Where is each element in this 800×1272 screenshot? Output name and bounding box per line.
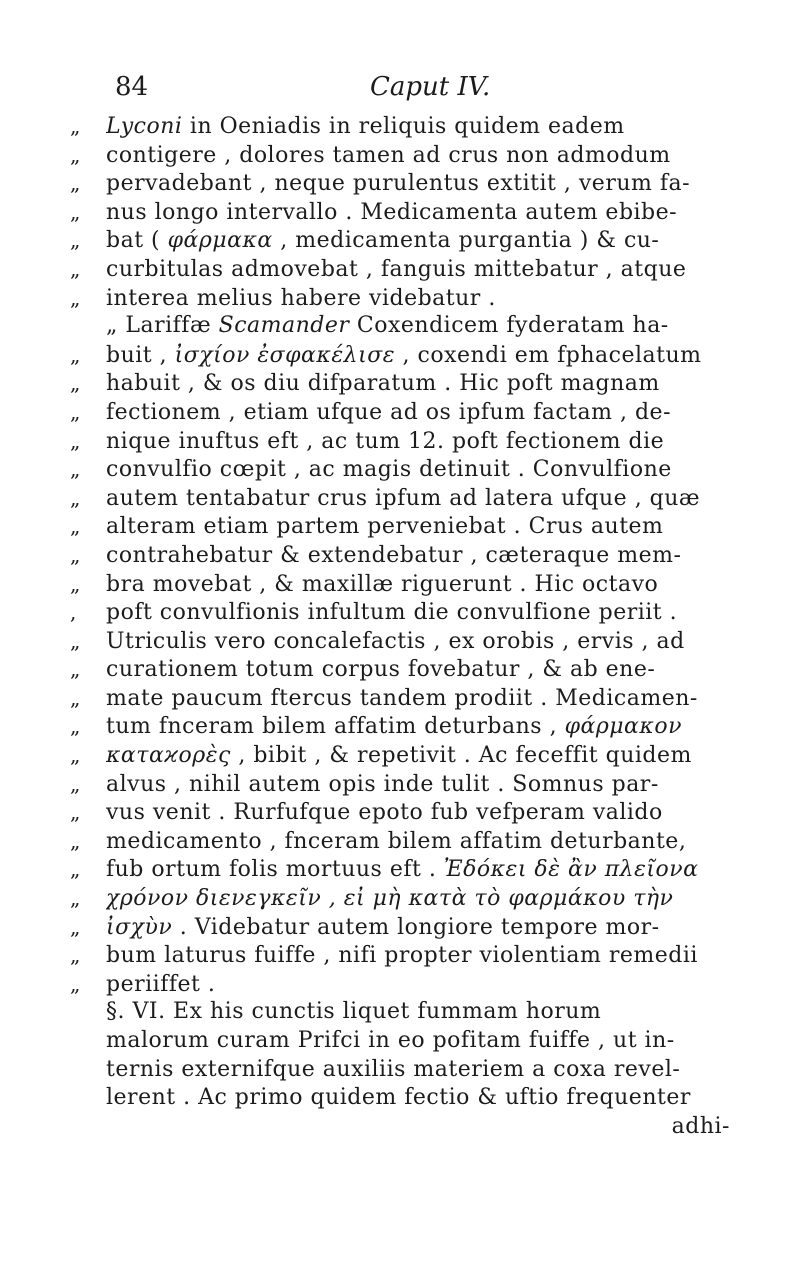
personal-name: Scamander [218,313,350,339]
page-number: 84 [115,72,149,102]
line-text [106,485,750,514]
text-segment: bat ( [106,228,168,254]
text-segment: habuit , & os diu difparatum . Hic poft magnam [106,371,660,397]
text-line [70,484,750,513]
text-line [70,627,750,656]
text-segment: ternis externifque auxiliis materiem a coxa revel- [106,1056,681,1082]
quote-mark: „ [70,628,81,653]
text-segment: buit , [106,342,175,368]
text-segment: . Videbatur autem longiore tempore mor- [172,914,660,940]
greek-term: φάρμακον [564,714,682,740]
quote-mark: „ [70,571,81,596]
line-text [106,998,750,1027]
quote-mark: „ [70,457,81,482]
text-segment: bra movebat , & maxillæ riguerunt . Hic octavo [106,571,659,597]
quote-mark: „ [70,114,81,138]
text-line [70,913,750,942]
quote-mark: „ [70,285,81,310]
text-line [70,226,750,255]
text-line [70,169,750,198]
text-line [70,998,750,1027]
quote-mark: „ [70,342,81,367]
text-line [70,570,750,599]
text-line [70,741,750,770]
line-text [106,399,750,428]
quote-mark: „ [70,256,81,281]
text-line [70,1056,750,1085]
text-segment: interea melius habere videbatur . [106,285,496,311]
text-line [70,369,750,398]
running-head: Caput IV. [370,72,491,102]
quote-mark: „ [70,514,81,539]
text-line [70,112,750,141]
quote-mark: „ [70,685,81,710]
text-segment: lerent . Ac primo quidem fectio & uftio frequenter [106,1085,691,1111]
text-segment: poft convulfionis infultum die convulfione periit . [106,600,678,626]
text-segment: nus longo intervallo . Medicamenta autem ebibe- [106,199,678,225]
line-text [106,456,750,485]
text-line [70,398,750,427]
quote-mark: „ [70,199,81,224]
line-text [106,656,750,685]
line-text [106,771,750,800]
text-line [70,1027,750,1056]
line-text [106,599,750,628]
text-segment: nique inuftus eft , ac tum 12. poft fectionem die [106,428,665,454]
line-text [106,685,750,714]
text-segment: fub ortum folis mortuus eft . [106,857,444,883]
quote-mark: „ [70,943,81,968]
text-segment: tum fnceram bilem affatim deturbans , [106,714,565,740]
line-text [106,285,750,314]
line-text [106,227,750,256]
quote-mark: „ [70,914,81,939]
text-segment: „ Lariffæ [106,313,219,339]
line-text [106,142,750,171]
text-line [70,798,750,827]
text-line [70,884,750,913]
text-line [70,141,750,170]
line-text [106,542,750,571]
line-text [106,914,750,943]
quote-mark: , [70,600,77,625]
greek-term: Ἐδόκει δὲ ἂν πλεῖονα [443,857,699,883]
text-segment: pervadebant , neque purulentus extitit , verum fa- [106,171,691,197]
line-text [106,370,750,399]
catchword [70,1113,750,1142]
text-segment: autem tentabatur crus ipfum ad latera ufque , quæ [106,485,701,511]
text-line [70,198,750,227]
text-segment: Utriculis vero concalefactis , ex orobis , ervis , ad [106,628,685,654]
quote-mark: „ [70,142,81,167]
text-line [70,941,750,970]
line-text [106,799,750,828]
text-segment: vus venit . Rurfufque epoto fub vefperam valido [106,800,663,826]
text-segment: contigere , dolores tamen ad crus non admodum [106,142,671,168]
text-segment: alvus , nihil autem opis inde tulit . Somnus par- [106,771,659,797]
text-line [70,427,750,456]
line-text [106,971,750,1000]
line-text [106,312,750,341]
line-text [106,1084,750,1113]
greek-term: καταϰορὲς [106,743,231,769]
quote-mark: „ [70,828,81,853]
text-line [70,655,750,684]
line-text [106,1027,750,1056]
line-text [106,1056,750,1085]
text-line [70,541,750,570]
text-segment: curbitulas admovebat , fanguis mittebatur , atque [106,256,687,282]
text-line [70,855,750,884]
text-line [70,827,750,856]
greek-term: ἰσχὺν [106,914,173,940]
text-line [70,1084,750,1113]
quote-mark: „ [70,171,81,196]
text-segment: medicamento , fnceram bilem affatim deturbante, [106,828,687,854]
quote-mark: „ [70,485,81,510]
text-segment: mate paucum ftercus tandem prodiit . Medicamen- [106,685,698,711]
quote-mark: „ [70,857,81,882]
quote-mark: „ [70,399,81,424]
quote-mark: „ [70,657,81,682]
text-segment: alteram etiam partem perveniebat . Crus autem [106,514,664,540]
body-text [70,112,750,1141]
line-text [106,428,750,457]
line-text [106,199,750,228]
quote-mark: „ [70,371,81,396]
quote-mark: „ [70,771,81,796]
line-text [106,256,750,285]
text-segment: in Oeniadis in reliquis quidem eadem [182,114,625,139]
greek-term: χρόνον διενεγκεῖν , εἰ μὴ κατὰ τὸ φαρμάκου τὴν [106,886,674,912]
line-text [106,713,750,742]
text-line [70,312,750,341]
text-segment: contrahebatur & extendebatur , cæteraque mem- [106,542,682,568]
quote-mark: „ [70,800,81,825]
text-line [70,255,750,284]
line-text [106,885,750,914]
text-line [70,770,750,799]
quote-mark: „ [70,228,81,253]
line-text [106,856,750,885]
text-line [70,341,750,370]
quote-mark: „ [70,971,81,996]
personal-name: Lyconi [106,114,183,139]
quote-mark: „ [70,542,81,567]
line-text [106,342,750,371]
text-segment: fectionem , etiam ufque ad os ipfum factam , de- [106,399,671,425]
greek-term: ἰσχίον ἐσφακέλισε [174,342,396,368]
line-text [106,828,750,857]
text-line [70,684,750,713]
quote-mark: „ [70,714,81,739]
quote-mark: „ [70,886,81,911]
text-line [70,455,750,484]
text-segment: , medicamenta purgantia ) & cu- [272,228,660,254]
text-line [70,512,750,541]
catchword-text: adhi- [671,1113,730,1139]
greek-term: φάρμακα [167,228,273,254]
line-text [106,571,750,600]
text-segment: convulfio cœpit , ac magis detinuit . Convulfione [106,457,672,483]
text-segment: bum laturus fuiffe , nifi propter violentiam remedii [106,943,698,969]
page-header [115,72,735,112]
quote-mark: „ [70,743,81,768]
text-segment: periiffet . [106,971,216,997]
line-text [106,513,750,542]
line-text [106,170,750,199]
text-segment: malorum curam Prifci in eo pofitam fuiffe , ut in- [106,1028,675,1053]
line-text [106,113,750,142]
text-line [70,970,750,999]
text-segment: , bibit , & repetivit . Ac feceffit quidem [230,743,692,769]
line-text [106,742,750,771]
text-segment: , coxendi em fphacelatum [395,342,702,368]
line-text [106,628,750,657]
text-segment: curationem totum corpus fovebatur , & ab ene- [106,657,656,683]
text-line [70,712,750,741]
quote-mark: „ [70,428,81,453]
text-line [70,598,750,627]
text-segment: Coxendicem fyderatam ha- [349,313,669,339]
text-segment: §. VI. Ex his cunctis liquet fummam horum [106,999,602,1025]
text-line [70,284,750,313]
line-text [106,942,750,971]
